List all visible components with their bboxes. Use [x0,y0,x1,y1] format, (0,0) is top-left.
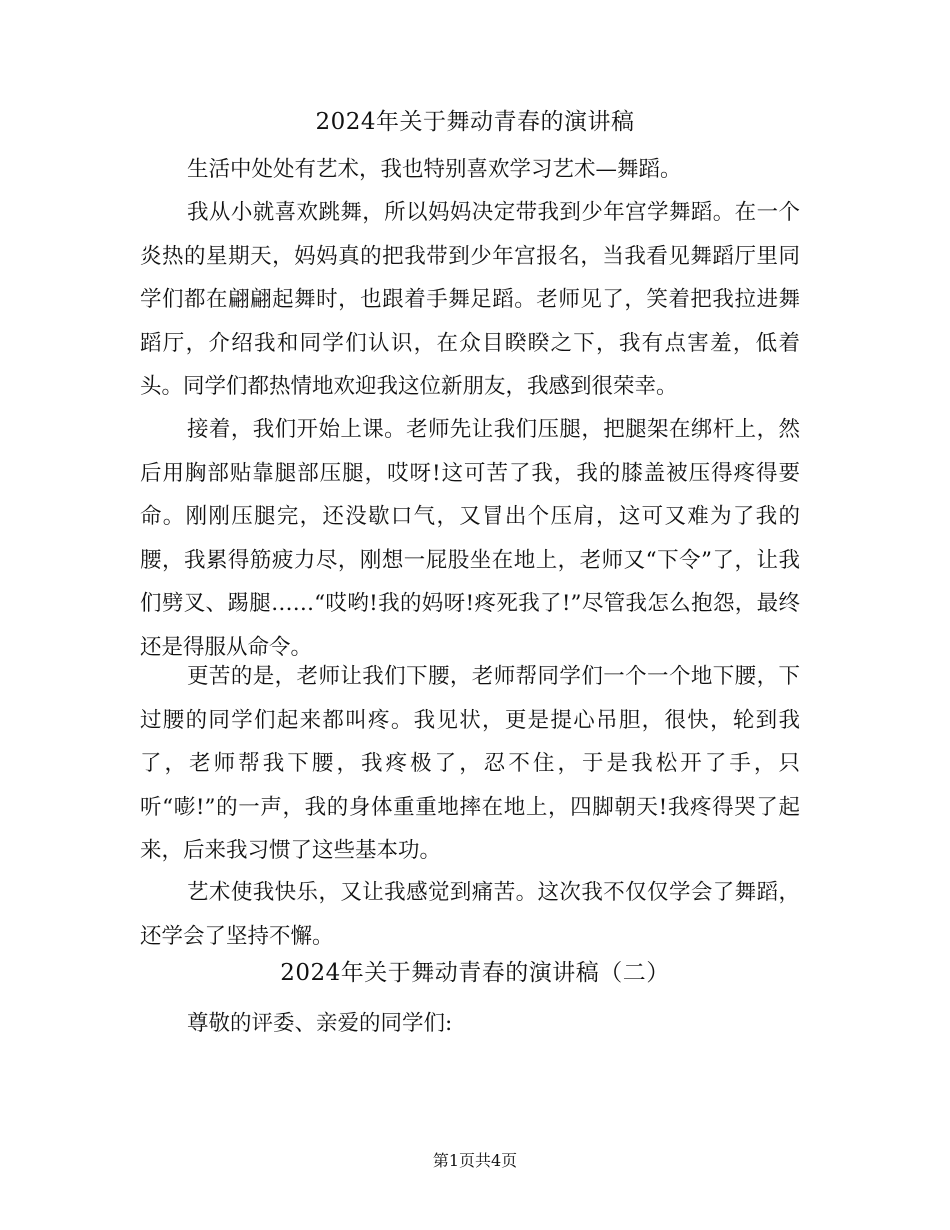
paragraph-learning-dance: 我从小就喜欢跳舞，所以妈妈决定带我到少年宫学舞蹈。在一个炎热的星期天，妈妈真的把我带到少年宫报名，当我看见舞蹈厅里同学们都在翩翩起舞时，也跟着手舞足蹈。老师见了，笑着把我拉进舞蹈厅，介绍我和同学们认识，在众目睽睽之下，我有点害羞，低着头。同学们都热情地欢迎我这位新朋友，我感到很荣幸。 [140,200,800,399]
page-number: 第1页共4页 [432,1151,518,1170]
paragraph-conclusion: 艺术使我快乐，又让我感觉到痛苦。这次我不仅仅学会了舞蹈，还学会了坚持不懈。 [140,880,800,949]
paragraph-greeting: 尊敬的评委、亲爱的同学们: [187,1011,453,1036]
section-2-title: 2024年关于舞动青春的演讲稿（二） [280,960,670,986]
paragraph-backbend: 更苦的是，老师让我们下腰，老师帮同学们一个一个地下腰，下过腰的同学们起来都叫疼。我见状，更是提心吊胆，很快，轮到我了，老师帮我下腰，我疼极了，忍不住，于是我松开了手，只听“嘭!”的一声，我的身体重重地摔在地上，四脚朝天!我疼得哭了起来，后来我习惯了这些基本功。 [140,664,800,863]
paragraph-first-class: 接着，我们开始上课。老师先让我们压腿，把腿架在绑杆上，然后用胸部贴靠腿部压腿，哎呀!这可苦了我，我的膝盖被压得疼得要命。刚刚压腿完，还没歇口气，又冒出个压肩，这可又难为了我的腰，我累得筋疲力尽，刚想一屁股坐在地上，老师又“下令”了，让我们劈叉、踢腿……“哎哟!我的妈呀!疼死我了!”尽管我怎么抱怨，最终还是得服从命令。 [140,417,800,660]
document-title: 2024年关于舞动青春的演讲稿 [315,109,635,135]
paragraph-intro: 生活中处处有艺术，我也特别喜欢学习艺术—舞蹈。 [187,157,682,182]
